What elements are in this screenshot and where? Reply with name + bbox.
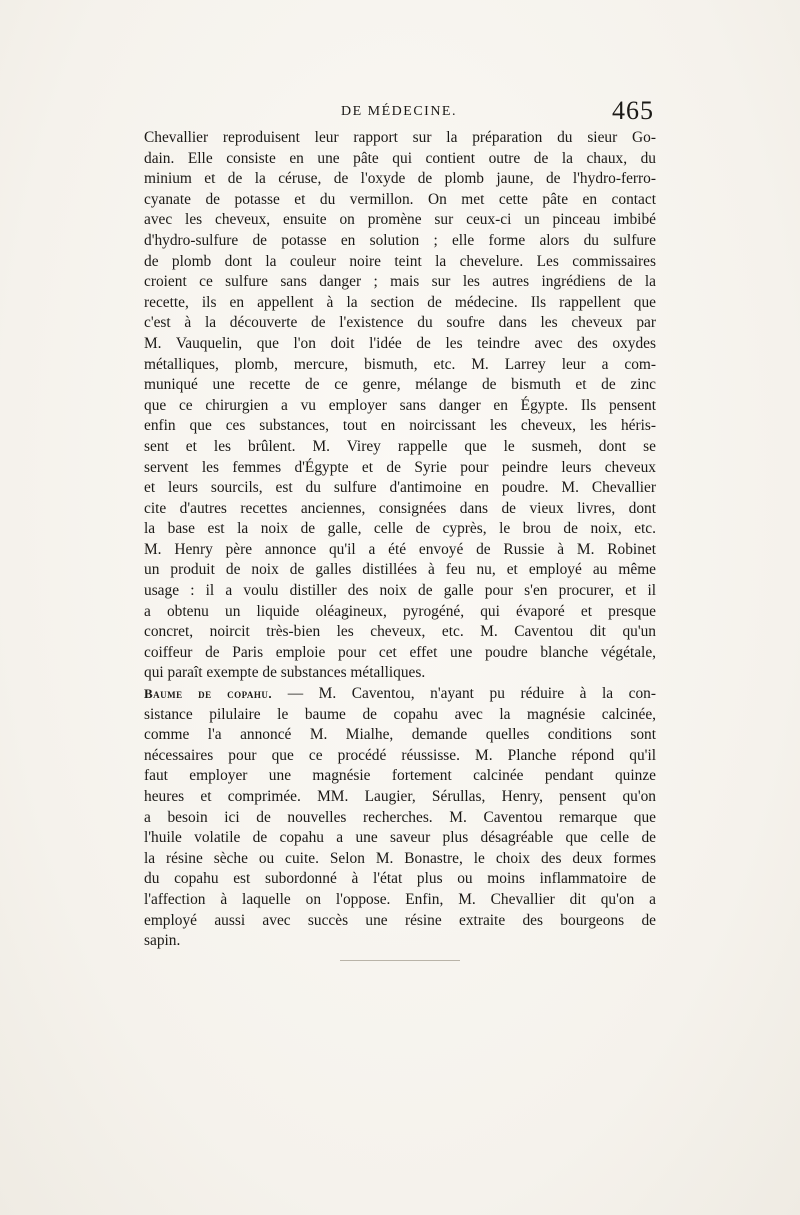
text-line: nécessaires pour que ce procédé réussisse. M. Planche répond qu'il — [144, 746, 656, 764]
text-line: la résine sèche ou cuite. Selon M. Bonastre, le choix des deux formes — [144, 849, 656, 867]
text-line: coiffeur de Paris emploie pour cet effet une poudre blanche végétale, — [144, 643, 656, 661]
text-line: que ce chirurgien a vu employer sans danger en Égypte. Ils pensent — [144, 396, 656, 414]
running-title: DE MÉDECINE. — [341, 104, 457, 119]
paragraph-hair-dye — [144, 128, 656, 684]
text-line: minium et de la céruse, de l'oxyde de plomb jaune, de l'hydro-ferro- — [144, 170, 656, 188]
divider-rule — [340, 960, 460, 961]
text-line: cite d'autres recettes anciennes, consignées dans de vieux livres, dont — [144, 499, 656, 517]
text-line: sistance pilulaire le baume de copahu avec la magnésie calcinée, — [144, 705, 656, 723]
text-line — [144, 684, 656, 705]
text-line: métalliques, plomb, mercure, bismuth, etc. M. Larrey leur a com- — [144, 355, 656, 373]
text-line: qui paraît exempte de substances métalliques. — [144, 664, 426, 682]
text-line: heures et comprimée. MM. Laugier, Sérullas, Henry, pensent qu'on — [144, 788, 656, 805]
body-text — [144, 128, 656, 952]
text-line: a besoin ici de nouvelles recherches. M. Caventou remarque que — [144, 808, 656, 826]
text-line: a obtenu un liquide oléagineux, pyrogéné, qui évaporé et presque — [144, 602, 656, 620]
text-line: enfin que ces substances, tout en noircissant les cheveux, les héris- — [144, 417, 656, 435]
text-line: dain. Elle consiste en une pâte qui contient outre de la chaux, du — [144, 149, 656, 167]
text-line: M. Vauquelin, que l'on doit l'idée de les teindre avec des oxydes — [144, 334, 656, 352]
text-line: recette, ils en appellent à la section de médecine. Ils rappellent que — [144, 293, 656, 311]
text-line: sapin. — [144, 932, 181, 950]
text-line: usage : il a voulu distiller des noix de galle pour s'en procurer, et il — [144, 582, 656, 600]
text-line: employé aussi avec succès une résine extraite des bourgeons de — [144, 911, 656, 929]
text-line: l'huile volatile de copahu a une saveur plus désagréable que celle de — [144, 829, 656, 847]
text-line: Chevallier reproduisent leur rapport sur la préparation du sieur Go- — [144, 129, 656, 146]
text-line: un produit de noix de galles distillées à feu nu, et employé au même — [144, 561, 656, 579]
page-number: 465 — [612, 96, 654, 125]
paragraph-copahu — [144, 684, 656, 952]
text-line: l'affection à laquelle on l'oppose. Enfin, M. Chevallier dit qu'on a — [144, 890, 656, 908]
text-line: concret, noircit très-bien les cheveux, etc. M. Caventou dit qu'un — [144, 623, 656, 641]
text-line: servent les femmes d'Égypte et de Syrie pour peindre leurs cheveux — [144, 458, 656, 476]
text-line: cyanate de potasse et du vermillon. On met cette pâte en contact — [144, 190, 656, 208]
text-line: avec les cheveux, ensuite on promène sur ceux-ci un pinceau imbibé — [144, 211, 656, 229]
running-head — [144, 96, 654, 128]
text-line: la base est la noix de galle, celle de cyprès, le brou de noix, etc. — [144, 520, 656, 538]
text-line: M. Henry père annonce qu'il a été envoyé de Russie à M. Robinet — [144, 540, 656, 558]
section-heading: Baume de copahu. — [144, 686, 273, 702]
text-line: croient ce sulfure sans danger ; mais sur les autres ingrédiens de la — [144, 273, 656, 291]
text-line: sent et les brûlent. M. Virey rappelle que le susmeh, dont se — [144, 437, 656, 455]
text-line: du copahu est subordonné à l'état plus ou moins inflammatoire de — [144, 870, 656, 888]
text-line: et leurs sourcils, est du sulfure d'antimoine en poudre. M. Chevallier — [144, 479, 656, 497]
text-line: comme l'a annoncé M. Mialhe, demande quelles conditions sont — [144, 726, 656, 744]
text-line: muniqué une recette de ce genre, mélange de bismuth et de zinc — [144, 376, 656, 394]
text-line: faut employer une magnésie fortement calcinée pendant quinze — [144, 767, 656, 785]
text-line: de plomb dont la couleur noire teint la chevelure. Les commissaires — [144, 252, 656, 270]
heading-line-text: — M. Caventou, n'ayant pu réduire à la con- — [287, 685, 656, 703]
text-line: d'hydro-sulfure de potasse en solution ; elle forme alors du sulfure — [144, 231, 656, 249]
text-line: c'est à la découverte de l'existence du soufre dans les cheveux par — [144, 314, 656, 332]
